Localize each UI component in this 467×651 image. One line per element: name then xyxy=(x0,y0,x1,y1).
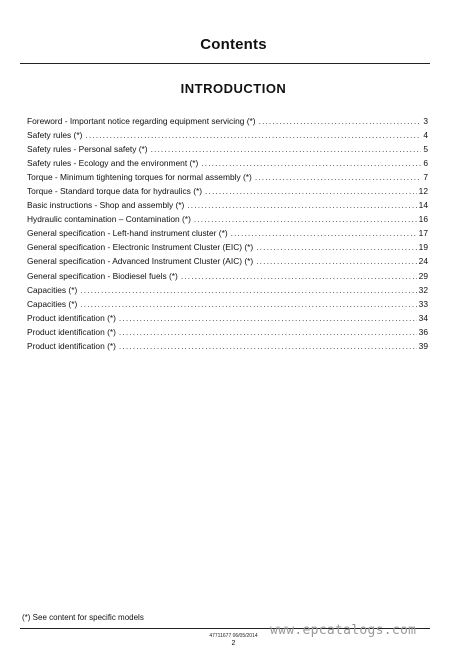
toc-leader-dots xyxy=(255,170,422,184)
toc-entry[interactable] xyxy=(27,269,428,283)
toc-leader-dots xyxy=(119,311,417,325)
toc-entry-page: 29 xyxy=(418,270,428,281)
toc-entry[interactable] xyxy=(27,170,428,184)
toc-entry-title: Capacities (*) xyxy=(27,298,78,309)
toc-entry[interactable] xyxy=(27,325,428,339)
title-divider xyxy=(20,63,430,64)
toc-entry-title: General specification - Advanced Instrument Cluster (AIC) (*) xyxy=(27,256,254,267)
toc-entry[interactable] xyxy=(27,156,428,170)
toc-entry-page: 36 xyxy=(418,326,428,337)
section-heading: INTRODUCTION xyxy=(180,81,287,96)
toc-entry-page: 24 xyxy=(418,256,428,267)
toc-entry-page: 4 xyxy=(423,130,428,141)
toc-leader-dots xyxy=(119,339,417,353)
toc-entry-page: 6 xyxy=(423,158,428,169)
toc-entry[interactable] xyxy=(27,198,428,212)
toc-entry[interactable] xyxy=(27,254,428,268)
footnote: (*) See content for specific models xyxy=(22,613,144,622)
toc-leader-dots xyxy=(80,283,416,297)
toc-leader-dots xyxy=(205,184,417,198)
toc-entry-page: 16 xyxy=(418,214,428,225)
toc-entry[interactable] xyxy=(27,226,428,240)
toc-leader-dots xyxy=(119,325,417,339)
toc-entry-page: 3 xyxy=(423,116,428,126)
toc-entry[interactable] xyxy=(27,212,428,226)
toc-entry-title: General specification - Electronic Instrument Cluster (EIC) (*) xyxy=(27,242,254,253)
toc-entry[interactable] xyxy=(27,142,428,156)
toc-entry-page: 34 xyxy=(418,312,428,323)
page-title: Contents xyxy=(200,36,267,53)
toc-leader-dots xyxy=(151,142,422,156)
toc-entry-title: General specification - Left-hand instrument cluster (*) xyxy=(27,228,228,239)
toc-entry-title: Product identification (*) xyxy=(27,340,116,351)
toc-leader-dots xyxy=(80,297,416,311)
toc-entry-title: Safety rules - Ecology and the environment (*) xyxy=(27,158,199,169)
toc-leader-dots xyxy=(85,128,421,142)
toc-leader-dots xyxy=(259,114,422,128)
toc-entry-page: 5 xyxy=(423,144,428,155)
toc-leader-dots xyxy=(194,212,417,226)
toc-entry-page: 39 xyxy=(418,340,428,351)
toc-entry[interactable] xyxy=(27,297,428,311)
toc-entry-title: General specification - Biodiesel fuels (*) xyxy=(27,270,178,281)
toc-entry-title: Product identification (*) xyxy=(27,312,116,323)
toc-entry-page: 17 xyxy=(418,228,428,239)
toc-entry-title: Capacities (*) xyxy=(27,284,78,295)
toc-entry-title: Basic instructions - Shop and assembly (*) xyxy=(27,200,185,211)
toc-entry-title: Foreword - Important notice regarding equipment servicing (*) xyxy=(27,116,256,126)
toc-entry-title: Torque - Standard torque data for hydraulics (*) xyxy=(27,186,203,197)
toc-entry[interactable] xyxy=(27,339,428,353)
toc-leader-dots xyxy=(181,269,417,283)
toc-entry-title: Torque - Minimum tightening torques for normal assembly (*) xyxy=(27,172,252,183)
toc-entry-title: Hydraulic contamination – Contamination (*) xyxy=(27,214,191,225)
toc-leader-dots xyxy=(256,254,416,268)
toc-entry-title: Product identification (*) xyxy=(27,326,116,337)
toc-entry-page: 14 xyxy=(418,200,428,211)
toc-leader-dots xyxy=(256,240,416,254)
toc-entry[interactable] xyxy=(27,283,428,297)
toc-entry[interactable] xyxy=(27,311,428,325)
toc-entry-title: Safety rules - Personal safety (*) xyxy=(27,144,148,155)
toc-entry-page: 19 xyxy=(418,242,428,253)
toc-leader-dots xyxy=(201,156,421,170)
toc-entry-title: Safety rules (*) xyxy=(27,130,83,141)
toc-entry-page: 12 xyxy=(418,186,428,197)
toc-entry[interactable] xyxy=(27,114,428,128)
document-id: 47711677 06/05/2014 xyxy=(209,633,258,639)
toc-entry[interactable] xyxy=(27,184,428,198)
page-number: 2 xyxy=(231,640,236,647)
watermark: www.epcatalogs.com xyxy=(270,623,417,638)
toc-entry-page: 33 xyxy=(418,298,428,309)
toc-leader-dots xyxy=(187,198,416,212)
toc-entry[interactable] xyxy=(27,240,428,254)
toc-entry-page: 7 xyxy=(423,172,428,183)
toc-entry-page: 32 xyxy=(418,284,428,295)
toc-entry[interactable] xyxy=(27,128,428,142)
table-of-contents xyxy=(27,114,428,353)
toc-leader-dots xyxy=(231,226,417,240)
